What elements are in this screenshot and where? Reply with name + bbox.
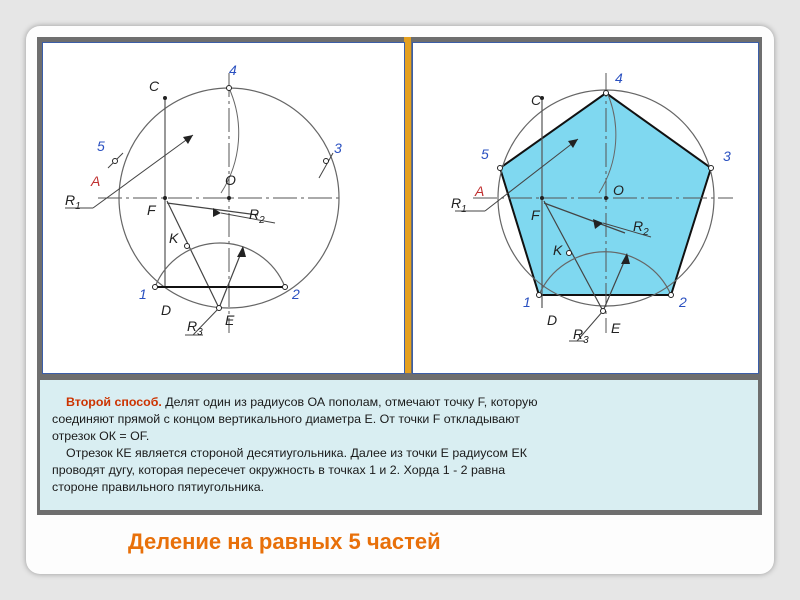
point-o: [604, 196, 608, 200]
label-d: D: [547, 312, 558, 328]
point-c: [163, 96, 167, 100]
construction-svg-right: [413, 43, 758, 373]
construction-diagram-right: [412, 42, 759, 374]
point-5: [113, 159, 118, 164]
line-f-e: [167, 201, 219, 308]
label-r1: $R_1$: [65, 192, 81, 212]
label-2: 2: [679, 294, 687, 310]
label-5: 5: [481, 146, 489, 162]
arc-r3: [155, 243, 285, 287]
label-e: E: [225, 312, 235, 328]
label-k: K: [553, 242, 563, 258]
description-line-1: Второй способ. Делят один из радиусов ОА пополам, отмечают точку F, которую: [66, 395, 538, 409]
label-r1: $R_1$: [451, 195, 467, 215]
point-e: [217, 306, 222, 311]
label-3: 3: [334, 140, 342, 156]
description-line-3: отрезок ОК = ОF.: [52, 429, 150, 443]
construction-svg-left: [43, 43, 404, 373]
label-r3: $R_3$: [187, 318, 203, 338]
label-3: 3: [723, 148, 731, 164]
label-r2: $R_2$: [633, 218, 649, 238]
label-d: D: [161, 302, 172, 318]
point-k: [185, 244, 190, 249]
label-r3: $R_3$: [573, 326, 589, 346]
point-o: [227, 196, 231, 200]
label-4: 4: [615, 70, 623, 86]
label-c: C: [149, 78, 160, 94]
point-f: [163, 196, 167, 200]
point-2: [669, 293, 674, 298]
arrow-r1: [183, 135, 193, 144]
point-5: [498, 166, 503, 171]
point-2: [283, 285, 288, 290]
label-a: A: [475, 183, 485, 199]
label-f: F: [147, 202, 156, 218]
label-k: K: [169, 230, 179, 246]
label-a: A: [91, 173, 101, 189]
description-line-6: стороне правильного пятиугольника.: [52, 480, 265, 494]
point-3: [324, 159, 329, 164]
label-f: F: [531, 207, 540, 223]
description-line-2: соединяют прямой с концом вертикального диаметра Е. От точки F откладывают: [52, 412, 520, 426]
label-o: O: [225, 172, 236, 188]
point-4: [604, 91, 609, 96]
label-5: 5: [97, 138, 105, 154]
slide-caption: Деление на равных 5 частей: [128, 529, 441, 554]
tick-3: [319, 153, 333, 178]
label-c: C: [531, 92, 542, 108]
line-r1: [93, 135, 193, 208]
description-line-4: Отрезок КЕ является стороной десятиугольника. Далее из точки Е радиусом ЕК: [66, 446, 527, 460]
line-f-k-arrow: [167, 203, 258, 215]
label-e: E: [611, 320, 621, 336]
label-o: O: [613, 182, 624, 198]
point-1: [153, 285, 158, 290]
label-r2: $R_2$: [249, 206, 265, 226]
point-3: [709, 166, 714, 171]
construction-diagram-left: [42, 42, 405, 374]
label-1: 1: [523, 294, 531, 310]
label-1: 1: [139, 286, 147, 302]
point-k: [567, 251, 572, 256]
point-4: [227, 86, 232, 91]
method-title: Второй способ.: [66, 395, 162, 409]
divider-strip: [404, 37, 411, 373]
point-1: [537, 293, 542, 298]
description-line-5: проводят дугу, которая пересечет окружность в точках 1 и 2. Хорда 1 - 2 равна: [52, 463, 506, 477]
point-e: [601, 309, 606, 314]
label-4: 4: [229, 62, 237, 78]
point-f: [540, 196, 544, 200]
label-2: 2: [292, 286, 300, 302]
